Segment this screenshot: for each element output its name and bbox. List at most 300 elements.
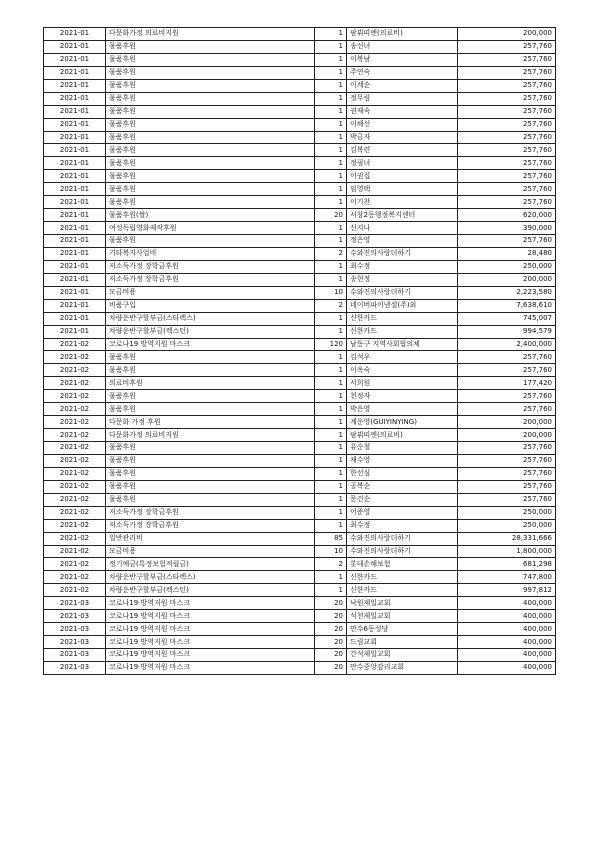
quantity-cell: 1 [315,480,347,493]
month-cell: 2021-01 [44,157,106,170]
table-row [44,532,556,545]
description-cell: 물품후원 [106,144,315,157]
description-cell: 다문화가정 의료비지원 [106,429,315,442]
recipient-cell: 남동구 지역사회협의체 [347,338,458,351]
description-cell: 저소득가정 장학금후원 [106,273,315,286]
description-cell: 모금비용 [106,286,315,299]
amount-cell: 747,800 [458,571,556,584]
table-row [44,131,556,144]
month-cell: 2021-01 [44,196,106,209]
description-cell: 물품후원 [106,40,315,53]
table-row [44,273,556,286]
month-cell: 2021-01 [44,325,106,338]
quantity-cell: 1 [315,584,347,597]
amount-cell: 1,800,000 [458,545,556,558]
recipient-cell: 이계순 [347,79,458,92]
table-row [44,183,556,196]
table-row [44,661,556,674]
table-row [44,623,556,636]
amount-cell: 257,760 [458,493,556,506]
description-cell: 물품후원 [106,480,315,493]
month-cell: 2021-01 [44,118,106,131]
amount-cell: 257,760 [458,442,556,455]
recipient-cell: 정필녀 [347,157,458,170]
description-cell: 물품후원 [106,467,315,480]
table-row [44,247,556,260]
description-cell: 물품후원 [106,390,315,403]
recipient-cell: 한선심 [347,467,458,480]
recipient-cell: 간석제일교회 [347,649,458,662]
recipient-cell: 서창2동행정복지센터 [347,209,458,222]
amount-cell: 681,298 [458,558,556,571]
description-cell: 다문화가정 의료비지원 [106,28,315,41]
description-cell: 물품후원 [106,66,315,79]
amount-cell: 257,760 [458,170,556,183]
amount-cell: 400,000 [458,636,556,649]
month-cell: 2021-02 [44,493,106,506]
quantity-cell: 1 [315,390,347,403]
amount-cell: 257,760 [458,66,556,79]
table-row [44,338,556,351]
month-cell: 2021-01 [44,260,106,273]
table-row [44,325,556,338]
quantity-cell: 2 [315,299,347,312]
recipient-cell: 정무림 [347,92,458,105]
quantity-cell: 2 [315,247,347,260]
month-cell: 2021-02 [44,364,106,377]
description-cell: 물품후원 [106,170,315,183]
month-cell: 2021-02 [44,351,106,364]
recipient-cell: 신한카드 [347,325,458,338]
description-cell: 정기예금(특정보험적립금) [106,558,315,571]
table-row [44,416,556,429]
description-cell: 다문화 가정 후원 [106,416,315,429]
month-cell: 2021-02 [44,429,106,442]
month-cell: 2021-02 [44,338,106,351]
month-cell: 2021-01 [44,183,106,196]
amount-cell: 257,760 [458,105,556,118]
month-cell: 2021-01 [44,131,106,144]
recipient-cell: 이해선 [347,118,458,131]
quantity-cell: 1 [315,442,347,455]
month-cell: 2021-02 [44,403,106,416]
description-cell: 기타복지사업비 [106,247,315,260]
recipient-cell: 수와진의사랑더하기 [347,532,458,545]
table-row [44,209,556,222]
month-cell: 2021-02 [44,467,106,480]
quantity-cell: 1 [315,131,347,144]
month-cell: 2021-01 [44,170,106,183]
month-cell: 2021-01 [44,286,106,299]
description-cell: 비품구입 [106,299,315,312]
quantity-cell: 20 [315,597,347,610]
month-cell: 2021-01 [44,105,106,118]
month-cell: 2021-02 [44,506,106,519]
table-row [44,454,556,467]
recipient-cell: 만수6동성당 [347,623,458,636]
recipient-cell: 네이버파이낸셜(주)외 [347,299,458,312]
description-cell: 일반관리비 [106,532,315,545]
recipient-cell: 천정자 [347,390,458,403]
table-row [44,390,556,403]
month-cell: 2021-02 [44,377,106,390]
quantity-cell: 1 [315,377,347,390]
quantity-cell: 20 [315,636,347,649]
table-row [44,364,556,377]
recipient-cell: 수와진의사랑더하기 [347,247,458,260]
amount-cell: 257,760 [458,183,556,196]
month-cell: 2021-03 [44,636,106,649]
table-row [44,40,556,53]
quantity-cell: 85 [315,532,347,545]
month-cell: 2021-02 [44,558,106,571]
quantity-cell: 2 [315,558,347,571]
recipient-cell: 채수영 [347,454,458,467]
quantity-cell: 1 [315,28,347,41]
quantity-cell: 1 [315,429,347,442]
month-cell: 2021-01 [44,79,106,92]
recipient-cell: 이복남 [347,53,458,66]
quantity-cell: 1 [315,493,347,506]
description-cell: 물품후원 [106,105,315,118]
amount-cell: 250,000 [458,519,556,532]
quantity-cell: 1 [315,506,347,519]
recipient-cell: 김복련 [347,144,458,157]
amount-cell: 2,400,000 [458,338,556,351]
amount-cell: 745,007 [458,312,556,325]
description-cell: 물품후원 [106,183,315,196]
recipient-cell: 만수중앙감리교회 [347,661,458,674]
recipient-cell: 이옥숙 [347,364,458,377]
description-cell: 물품후원 [106,196,315,209]
description-cell: 차량운반구할부금(렉스턴) [106,584,315,597]
table-row [44,493,556,506]
month-cell: 2021-01 [44,209,106,222]
table-row [44,105,556,118]
amount-cell: 200,000 [458,416,556,429]
amount-cell: 257,760 [458,157,556,170]
recipient-cell: 주연숙 [347,66,458,79]
table-row [44,558,556,571]
table-row [44,351,556,364]
description-cell: 물품후원 [106,442,315,455]
recipient-cell: 롯데손해보험 [347,558,458,571]
month-cell: 2021-02 [44,532,106,545]
table-row [44,53,556,66]
description-cell: 물품후원 [106,454,315,467]
amount-cell: 250,000 [458,260,556,273]
amount-cell: 390,000 [458,222,556,235]
table-row [44,196,556,209]
description-cell: 차량운반구할부금(스타렉스) [106,312,315,325]
quantity-cell: 1 [315,403,347,416]
month-cell: 2021-01 [44,273,106,286]
recipient-cell: 권재숙 [347,105,458,118]
table-row [44,636,556,649]
recipient-cell: 박은영 [347,403,458,416]
recipient-cell: 최수정 [347,519,458,532]
recipient-cell: 송현정 [347,273,458,286]
recipient-cell: 낙원제일교회 [347,597,458,610]
description-cell: 물품후원 [106,92,315,105]
description-cell: 물품후원 [106,79,315,92]
quantity-cell: 1 [315,571,347,584]
amount-cell: 257,760 [458,144,556,157]
description-cell: 코로나19 방역지원 마스크 [106,649,315,662]
amount-cell: 257,760 [458,118,556,131]
table-row [44,260,556,273]
table-row [44,66,556,79]
table-row [44,649,556,662]
description-cell: 물품후원 [106,157,315,170]
recipient-cell: 신한카드 [347,312,458,325]
description-cell: 저소득가정 장학금후원 [106,260,315,273]
amount-cell: 257,760 [458,480,556,493]
quantity-cell: 20 [315,209,347,222]
description-cell: 물품후원 [106,403,315,416]
quantity-cell: 1 [315,196,347,209]
amount-cell: 2,223,580 [458,286,556,299]
table-row [44,429,556,442]
recipient-cell: 신지나 [347,222,458,235]
table-row [44,28,556,41]
month-cell: 2021-03 [44,610,106,623]
month-cell: 2021-02 [44,390,106,403]
amount-cell: 250,000 [458,506,556,519]
table-row [44,118,556,131]
recipient-cell: 이기찬 [347,196,458,209]
amount-cell: 400,000 [458,661,556,674]
description-cell: 모금비용 [106,545,315,558]
description-cell: 물품후원 [106,131,315,144]
quantity-cell: 1 [315,325,347,338]
recipient-cell: 수와진의사랑더하기 [347,286,458,299]
table-row [44,519,556,532]
quantity-cell: 1 [315,183,347,196]
month-cell: 2021-01 [44,144,106,157]
table-row [44,170,556,183]
description-cell: 차량운반구할부금(렉스턴) [106,325,315,338]
month-cell: 2021-02 [44,584,106,597]
recipient-cell: 계운영(GUIYINYING) [347,416,458,429]
recipient-cell: 송선녀 [347,40,458,53]
month-cell: 2021-03 [44,661,106,674]
month-cell: 2021-01 [44,28,106,41]
table-row [44,480,556,493]
amount-cell: 257,760 [458,235,556,248]
month-cell: 2021-01 [44,53,106,66]
month-cell: 2021-02 [44,442,106,455]
table-row [44,571,556,584]
month-cell: 2021-03 [44,597,106,610]
month-cell: 2021-01 [44,312,106,325]
table-row [44,377,556,390]
amount-cell: 257,760 [458,79,556,92]
amount-cell: 400,000 [458,623,556,636]
amount-cell: 994,579 [458,325,556,338]
quantity-cell: 20 [315,649,347,662]
description-cell: 코로나19 방역지원 마스크 [106,610,315,623]
amount-cell: 200,000 [458,28,556,41]
recipient-cell: 정은영 [347,235,458,248]
amount-cell: 257,760 [458,40,556,53]
amount-cell: 400,000 [458,597,556,610]
quantity-cell: 10 [315,286,347,299]
recipient-cell: 박금자 [347,131,458,144]
recipient-cell: 서희원 [347,377,458,390]
quantity-cell: 1 [315,144,347,157]
description-cell: 여성독립영화제작후원 [106,222,315,235]
amount-cell: 257,760 [458,454,556,467]
amount-cell: 257,760 [458,390,556,403]
recipient-cell: 팜뷔띠엔(의료비) [347,28,458,41]
table-row [44,467,556,480]
month-cell: 2021-02 [44,571,106,584]
amount-cell: 28,331,666 [458,532,556,545]
table-row [44,545,556,558]
expenditure-table [43,27,556,675]
quantity-cell: 10 [315,545,347,558]
table-row [44,442,556,455]
amount-cell: 620,000 [458,209,556,222]
amount-cell: 257,760 [458,403,556,416]
month-cell: 2021-01 [44,247,106,260]
table-row [44,286,556,299]
quantity-cell: 20 [315,610,347,623]
amount-cell: 257,760 [458,467,556,480]
description-cell: 물품후원(쌀) [106,209,315,222]
amount-cell: 28,480 [458,247,556,260]
month-cell: 2021-01 [44,92,106,105]
table-row [44,403,556,416]
quantity-cell: 1 [315,92,347,105]
description-cell: 물품후원 [106,364,315,377]
description-cell: 코로나19 방역지원 마스크 [106,597,315,610]
amount-cell: 997,812 [458,584,556,597]
quantity-cell: 1 [315,351,347,364]
recipient-cell: 최수정 [347,260,458,273]
month-cell: 2021-02 [44,545,106,558]
amount-cell: 400,000 [458,649,556,662]
quantity-cell: 1 [315,467,347,480]
table-row [44,312,556,325]
quantity-cell: 1 [315,53,347,66]
recipient-cell: 이권집 [347,170,458,183]
table-row [44,79,556,92]
month-cell: 2021-02 [44,454,106,467]
description-cell: 물품후원 [106,235,315,248]
quantity-cell: 1 [315,222,347,235]
amount-cell: 177,420 [458,377,556,390]
description-cell: 코로나19 방역지원 마스크 [106,338,315,351]
amount-cell: 257,760 [458,92,556,105]
description-cell: 물품후원 [106,351,315,364]
quantity-cell: 1 [315,118,347,131]
recipient-cell: 김석우 [347,351,458,364]
description-cell: 물품후원 [106,53,315,66]
recipient-cell: 신한카드 [347,571,458,584]
quantity-cell: 1 [315,40,347,53]
recipient-cell: 팜뷔띠엔(의료비) [347,429,458,442]
quantity-cell: 1 [315,454,347,467]
quantity-cell: 1 [315,66,347,79]
description-cell: 코로나19 방역지원 마스크 [106,661,315,674]
month-cell: 2021-01 [44,66,106,79]
description-cell: 물품후원 [106,493,315,506]
quantity-cell: 120 [315,338,347,351]
quantity-cell: 1 [315,105,347,118]
amount-cell: 257,760 [458,364,556,377]
table-row [44,222,556,235]
amount-cell: 257,760 [458,196,556,209]
quantity-cell: 1 [315,364,347,377]
month-cell: 2021-03 [44,623,106,636]
table-row [44,235,556,248]
month-cell: 2021-03 [44,649,106,662]
amount-cell: 257,760 [458,131,556,144]
recipient-cell: 임영택 [347,183,458,196]
description-cell: 물품후원 [106,118,315,131]
month-cell: 2021-01 [44,40,106,53]
quantity-cell: 20 [315,623,347,636]
recipient-cell: 유순철 [347,442,458,455]
recipient-cell: 석천제일교회 [347,610,458,623]
month-cell: 2021-01 [44,299,106,312]
description-cell: 코로나19 방역지원 마스크 [106,636,315,649]
month-cell: 2021-01 [44,222,106,235]
table-row [44,157,556,170]
month-cell: 2021-02 [44,519,106,532]
recipient-cell: 수와진의사랑더하기 [347,545,458,558]
table-row [44,92,556,105]
description-cell: 코로나19 방역지원 마스크 [106,623,315,636]
recipient-cell: 신한카드 [347,584,458,597]
amount-cell: 400,000 [458,610,556,623]
table-row [44,299,556,312]
quantity-cell: 1 [315,235,347,248]
table-row [44,597,556,610]
quantity-cell: 1 [315,273,347,286]
month-cell: 2021-02 [44,416,106,429]
table-row [44,144,556,157]
recipient-cell: 문건순 [347,493,458,506]
quantity-cell: 20 [315,661,347,674]
quantity-cell: 1 [315,170,347,183]
month-cell: 2021-01 [44,235,106,248]
recipient-cell: 드림교회 [347,636,458,649]
recipient-cell: 이준영 [347,506,458,519]
quantity-cell: 1 [315,312,347,325]
description-cell: 차량운반구할부금(스타렉스) [106,571,315,584]
quantity-cell: 1 [315,260,347,273]
description-cell: 의료비후원 [106,377,315,390]
amount-cell: 257,760 [458,351,556,364]
quantity-cell: 1 [315,416,347,429]
table-row [44,584,556,597]
amount-cell: 257,760 [458,53,556,66]
description-cell: 저소득가정 장학금후원 [106,519,315,532]
quantity-cell: 1 [315,79,347,92]
quantity-cell: 1 [315,519,347,532]
amount-cell: 200,000 [458,429,556,442]
amount-cell: 7,638,610 [458,299,556,312]
expenditure-table-body [44,28,556,675]
amount-cell: 200,000 [458,273,556,286]
quantity-cell: 1 [315,157,347,170]
table-row [44,610,556,623]
recipient-cell: 공복순 [347,480,458,493]
month-cell: 2021-02 [44,480,106,493]
